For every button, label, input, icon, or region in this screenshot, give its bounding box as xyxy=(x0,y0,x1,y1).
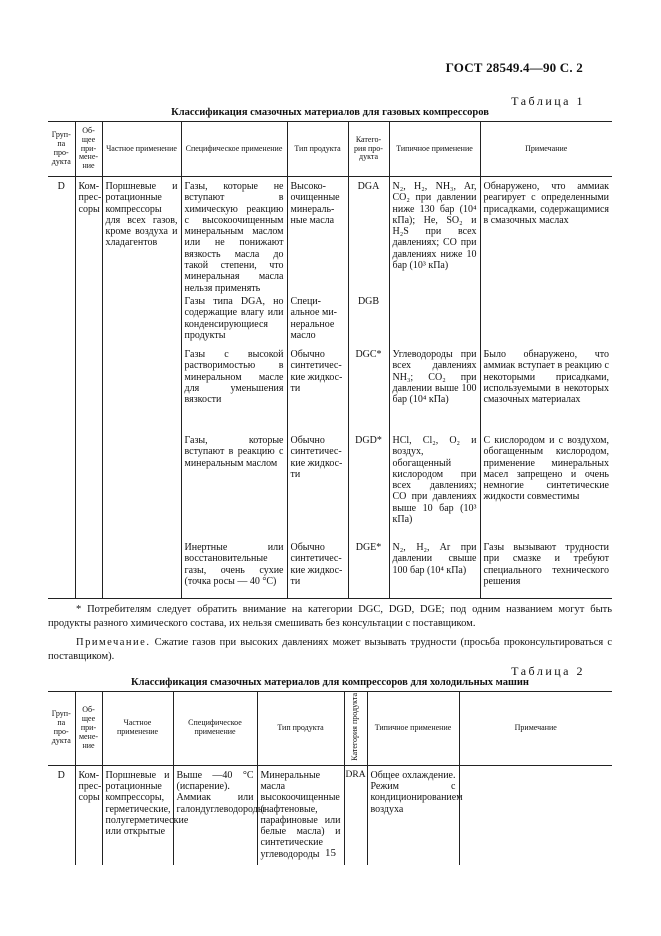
table1-header-particular: Частное применение xyxy=(102,122,181,177)
table2-header-category xyxy=(344,692,367,766)
table2-type: Минеральные масла высокоочищенные (нафтеновые, парафиновые или белые масла) и синтетические углеводороды xyxy=(257,765,344,865)
table1-specific: Инертные или восстановительные газы, очень сухие (точка росы — 40 °С) xyxy=(181,541,287,598)
table1-typical: N₂, H₂, NH₃, Ar, CO₂ при давлении ниже 130 бар (10⁴ кПа); He, SO₂ и H₂S при всех давлениях; CO при давлениях ниже 10 бар (10³ кПа) xyxy=(389,177,480,295)
table2-header-group: Груп-па про-дукта xyxy=(48,692,75,766)
table2-general: Ком-прес-соры xyxy=(75,765,102,865)
table2-header-typical: Типичное применение xyxy=(367,692,459,766)
table2-caption: Классификация смазочных материалов для компрессоров для холодильных машин xyxy=(131,677,529,688)
table2-header-type: Тип продукта xyxy=(257,692,344,766)
table1-typical: Углеводороды при всех давлениях NH₃; CO₂ при давлении выше 100 бар (10⁴ кПа) xyxy=(389,348,480,434)
remark xyxy=(48,636,612,663)
table1-header-typical: Типичное применение xyxy=(389,122,480,177)
remark-text: Сжатие газов при высоких давлениях может вызывать трудности (просьба проконсультироваться с поставщиком). xyxy=(48,637,612,662)
table1-typical: N₂, H₂, Ar при давлении свыше 100 бар (10⁴ кПа) xyxy=(389,541,480,598)
page-number: 15 xyxy=(325,847,336,859)
table1-note: Было обнаружено, что аммиак вступает в реакцию с некоторыми присадками, используемыми в некоторых смазочных материалах xyxy=(480,348,612,434)
table1-specific: Газы, которые не вступают в химическую реакцию с высокоочищенным минеральным маслом или не понижают вязкость масла до такой степени, что минеральная масла нельзя применять xyxy=(181,177,287,295)
table1-type: Обычно синтетичес-кие жидкос-ти xyxy=(287,541,348,598)
table1-type: Обычно синтетичес-кие жидкос-ти xyxy=(287,348,348,434)
table2-label: Таблица 2 xyxy=(511,664,585,678)
page-header: ГОСТ 28549.4—90 С. 2 xyxy=(445,60,583,75)
table2-particular: Поршневые и ротационные компрессоры, герметические, полугерметические или открытые xyxy=(102,765,173,865)
table1-group: D xyxy=(48,177,75,598)
table2-category: DRA xyxy=(344,765,367,865)
table1-category: DGD* xyxy=(348,434,389,541)
table1-header-category: Катего-рия про-дукта xyxy=(348,122,389,177)
table1 xyxy=(48,121,612,598)
remark-label: Примечание. xyxy=(76,637,151,648)
table1-note xyxy=(480,295,612,348)
table2-header-particular: Частное применение xyxy=(102,692,173,766)
table2 xyxy=(48,691,612,865)
table1-category: DGE* xyxy=(348,541,389,598)
table2-header-general: Об-щее при-мене-ние xyxy=(75,692,102,766)
table1-type: Высоко-очищенные минераль-ные масла xyxy=(287,177,348,295)
table1-category: DGB xyxy=(348,295,389,348)
table2-group: D xyxy=(48,765,75,865)
table1-header-type: Тип продукта xyxy=(287,122,348,177)
table1-category: DGC* xyxy=(348,348,389,434)
table2-specific: Выше —40 °С (испарение). Аммиак или галондуглеводороды xyxy=(173,765,257,865)
table1-specific: Газы типа DGA, но содержащие влагу или конденсирующиеся продукты xyxy=(181,295,287,348)
table1-specific: Газы с высокой растворимостью в минеральном масле для уменьшения вязкости xyxy=(181,348,287,434)
table1-type: Специ-альное ми-неральное масло xyxy=(287,295,348,348)
table-row xyxy=(48,177,612,295)
table1-header-general: Об-щее при-мене-ние xyxy=(75,122,102,177)
table1-label: Таблица 1 xyxy=(511,94,585,108)
table1-typical xyxy=(389,295,480,348)
table1-specific: Газы, которые вступают в реакцию с минеральным маслом xyxy=(181,434,287,541)
table1-note: Обнаружено, что аммиак реагирует с определенными присадками, содержащимися в смазочных маслах xyxy=(480,177,612,295)
table1-caption: Классификация смазочных материалов для газовых компрессоров xyxy=(171,107,489,118)
table1-bottom-rule xyxy=(48,598,612,599)
table1-header-specific: Специфическое применение xyxy=(181,122,287,177)
table2-typical: Общее охлаждение. Режим с кондиционированием воздуха xyxy=(367,765,459,865)
table1-typical: HCl, Cl₂, O₂ и воздух, обогащенный кислородом при всех давлениях; CO при давлениях выше 10 бар (10³ кПа) xyxy=(389,434,480,541)
table1-header-note: Примечание xyxy=(480,122,612,177)
table1-particular: Поршневые и ротационные компрессоры для всех газов, кроме воздуха и хладагентов xyxy=(102,177,181,598)
table2-header-note: Примечание xyxy=(459,692,612,766)
table2-header-specific: Специфическое применение xyxy=(173,692,257,766)
table2-header-category-text: Категория продукта xyxy=(350,693,360,761)
table1-note: Газы вызывают трудности при смазке и требуют специального технического решения xyxy=(480,541,612,598)
footnote: * Потребителям следует обратить внимание на категории DGC, DGD, DGE; под одним названием могут быть продукты разного химического состава, их нельзя смешивать без консультации с поставщиком. xyxy=(48,604,612,629)
table1-category: DGA xyxy=(348,177,389,295)
table1-type: Обычно синтетичес-кие жидкос-ти xyxy=(287,434,348,541)
table1-header-group: Груп-па про-дукта xyxy=(48,122,75,177)
table1-note: С кислородом и с воздухом, обогащенным кислородом, применение минеральных масел запрещено и очень немногие синтетические жидкости совместимы xyxy=(480,434,612,541)
table1-general: Ком-прес-соры xyxy=(75,177,102,598)
